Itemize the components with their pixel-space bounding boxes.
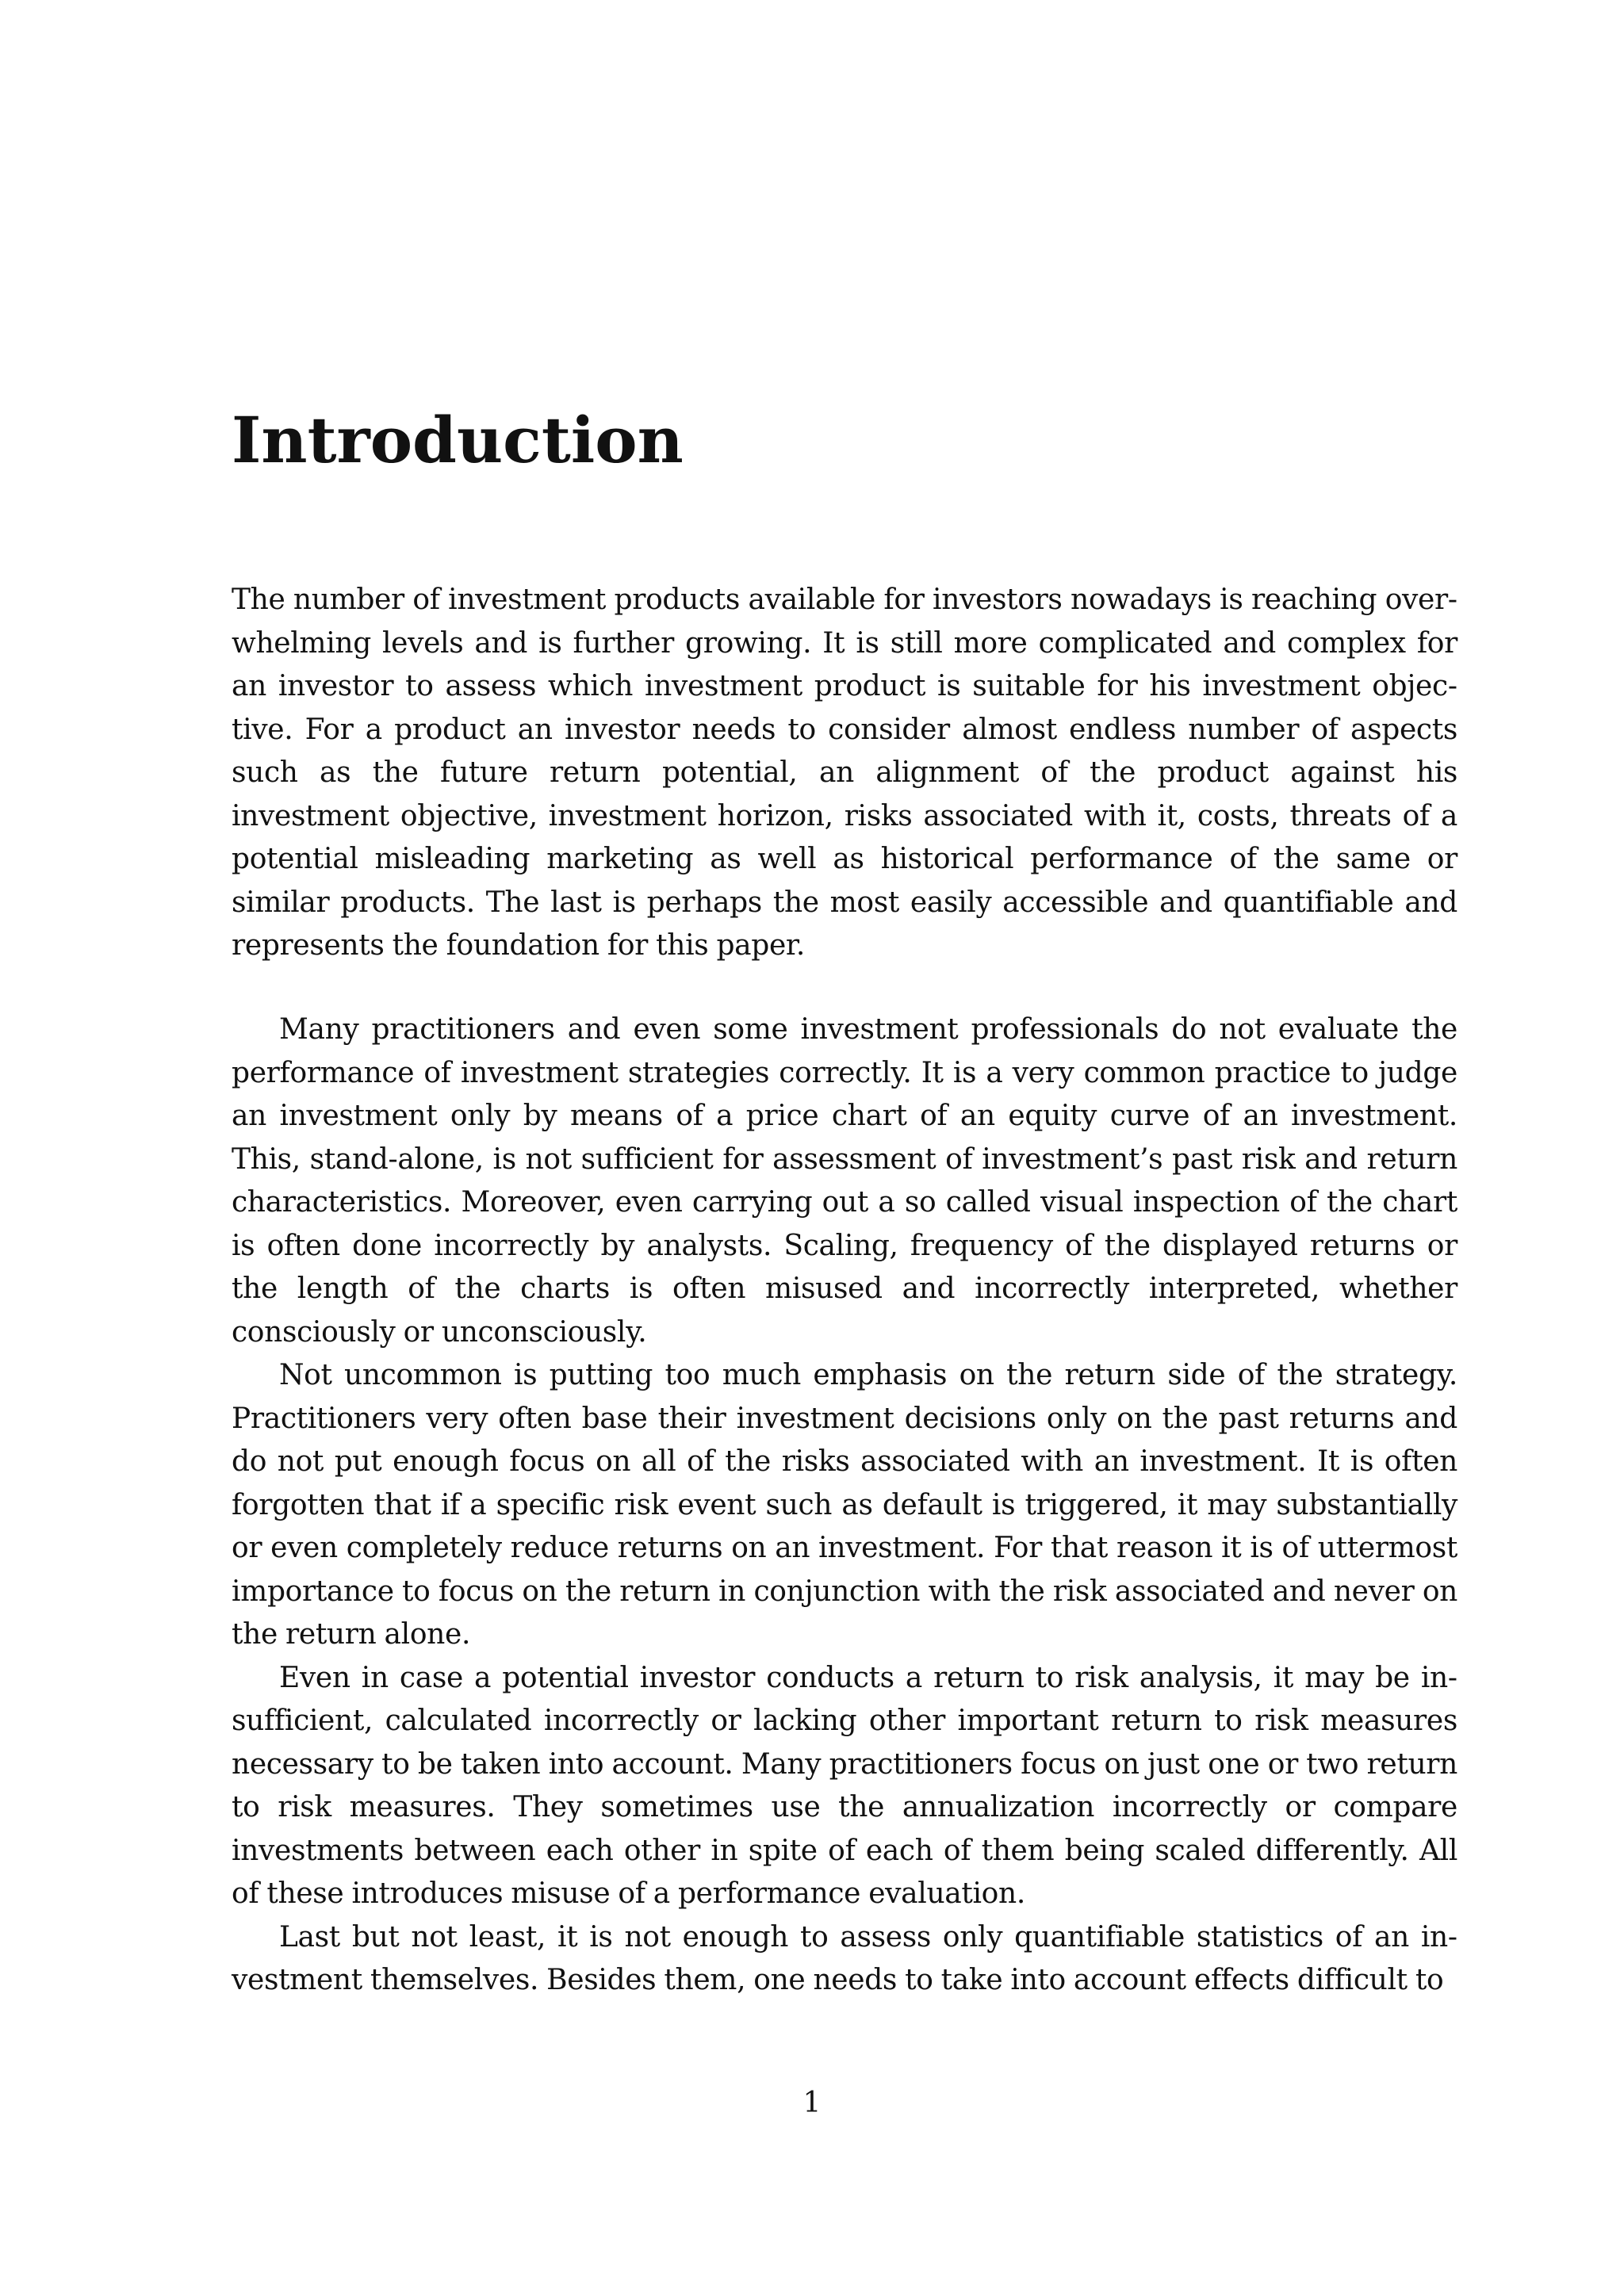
body-section <box>232 1008 1457 2003</box>
page-number: 1 <box>802 2087 822 2119</box>
paragraph-practitioners: Many practitioners and even some investment professionals do not evaluate the performance of investment strategies correctly. It is a very common practice to judge an investment only by means of a price chart of an equity curve of an investment. This, stand-alone, is not sufficient for assessment of investment’s past risk and return characteristics. Moreover, even carrying out a so called visual inspection of the chart is often done incorrectly by analysts. Scaling, frequency of the displayed returns or the length of the charts is often misused and incorrectly interpreted, whether consciously or unconsciously. <box>232 1013 1457 1349</box>
paragraph-quantifiable-statistics: Last but not least, it is not enough to assess only quantifiable statistics of an investment themselves. Besides them, one needs to take into account effects difficult to <box>232 1920 1457 1996</box>
chapter-title: Introduction <box>232 403 684 477</box>
paragraph-risk-analysis: Even in case a potential investor conducts a return to risk analysis, it may be insufficient, calculated incorrectly or lacking other important return to risk measures necessary to be taken into account. Many practitioners focus on just one or two return to risk measures. They sometimes use the annualization incorrectly or compare investments between each other in spite of each of them being scaled differently. All of these introduces misuse of a performance evaluation. <box>232 1661 1457 1910</box>
paragraph-return-emphasis: Not uncommon is putting too much emphasis on the return side of the strategy. Practitioners very often base their investment decisions only on the past returns and do not put enough focus on all of the risks associated with an investment. It is often forgotten that if a specific risk event such as default is triggered, it may substantially or even completely reduce returns on an investment. For that reason it is of uttermost importance to focus on the return in conjunction with the risk associated and never on the return alone. <box>232 1359 1457 1651</box>
intro-paragraph: The number of investment products available for investors nowadays is reaching overwhelming levels and is further growing. It is still more complicated and complex for an investor to assess which investment product is suitable for his investment objective. For a product an investor needs to consider almost endless number of aspects such as the future return potential, an alignment of the product against his investment objective, investment horizon, risks associated with it, costs, threats of a potential misleading marketing as well as historical performance of the same or similar products. The last is perhaps the most easily accessible and quantifiable and represents the foundation for this paper. <box>232 584 1457 962</box>
